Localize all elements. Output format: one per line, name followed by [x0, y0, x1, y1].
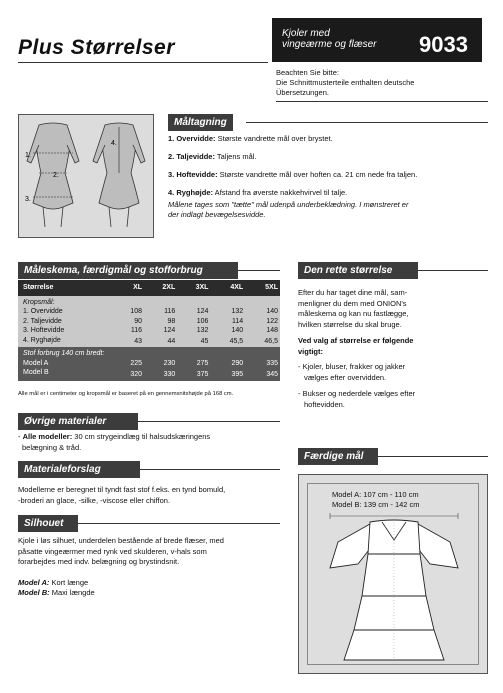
table-row — [18, 326, 280, 336]
silhouet-line2: påsatte vingeærmer med rynk ved skulderen, v-hals som — [18, 546, 207, 556]
table-cell: 1. Overvidde — [18, 307, 113, 317]
kropsmaal-label: Kropsmål: — [18, 296, 280, 308]
measurement-table-wrap — [18, 280, 280, 381]
rette-rule — [418, 270, 488, 271]
silhouet-rule — [78, 523, 280, 524]
model-a-label: Model A: — [18, 577, 50, 587]
table-cell: 4. Ryghøjde — [18, 336, 113, 348]
table-cell: 98 — [144, 317, 177, 327]
silhouet-line3: forarbejdes med indv. belægning og brystindsnit. — [18, 557, 180, 566]
maaltagning-item — [168, 188, 488, 198]
maaltagning-heading-wrap — [168, 114, 233, 131]
header-cell: 4XL — [210, 280, 245, 296]
forbrug-label-row — [18, 347, 280, 359]
item-text: Taljens mål. — [214, 152, 257, 161]
materialeforslag-rule — [140, 469, 280, 470]
note-line1: Målene tages som "tætte" mål udenpå underbeklædning. I mønstreret er — [168, 200, 409, 209]
forbrug-label: Stof forbrug 140 cm bredt: — [18, 347, 280, 359]
rette-text — [298, 288, 488, 410]
figure-label-3: 3. — [25, 196, 31, 203]
table-cell: 140 — [210, 326, 245, 336]
header-cell: Størrelse — [18, 280, 113, 296]
pattern-box — [272, 18, 482, 62]
measurement-figure — [18, 114, 154, 238]
oevrige-text — [18, 432, 288, 453]
finished-model-a: Model A: 107 cm - 110 cm — [332, 490, 419, 499]
table-cell: 330 — [144, 368, 177, 381]
notice-line3: Übersetzungen. — [276, 88, 329, 97]
rette-line: måleskema og kan nu fastlægge, — [298, 309, 409, 318]
table-cell: 90 — [113, 317, 144, 327]
header-cell: XL — [113, 280, 144, 296]
materialeforslag-line2: -broderi an glace, -silke, -viscose eller chiffon. — [18, 495, 171, 505]
brand-title: Plus Størrelser — [18, 36, 175, 59]
materialeforslag-heading: Materialeforslag — [18, 461, 140, 478]
table-cell: 225 — [113, 359, 144, 369]
table-cell: 45 — [177, 336, 210, 348]
table-cell: 45,5 — [210, 336, 245, 348]
notice-line2: Die Schnittmusterteile enthalten deutsche — [276, 78, 415, 87]
table-cell: Model A — [18, 359, 113, 369]
item-label: 4. Ryghøjde: — [168, 188, 214, 197]
pattern-name-line2: vingeærme og flæser — [282, 39, 377, 50]
materialeforslag-heading-wrap — [18, 461, 140, 478]
table-cell: 335 — [245, 359, 280, 369]
table-cell: 122 — [245, 317, 280, 327]
materialeforslag-line1: Modellerne er beregnet til tyndt fast stof f.eks. en tynd bomuld, — [18, 485, 226, 494]
maaleskema-heading: Måleskema, færdigmål og stofforbrug — [18, 262, 238, 279]
maaltagning-list — [168, 134, 488, 220]
faerdige-rule — [378, 456, 488, 457]
rette-heading-wrap — [298, 262, 418, 279]
measurement-table — [18, 280, 280, 381]
maaltagning-item — [168, 134, 488, 144]
silhouet-line1: Kjole i løs silhuet, underdelen bestående af brede flæser, med — [18, 536, 224, 545]
rette-line-bold: vigtigt: — [298, 346, 323, 356]
silhouet-heading-wrap — [18, 515, 78, 532]
item-label: 3. Hoftevidde: — [168, 170, 218, 179]
faerdige-heading: Færdige mål — [298, 448, 378, 465]
table-row — [18, 368, 280, 381]
maaltagning-rule — [246, 122, 488, 123]
table-cell: 395 — [210, 368, 245, 381]
oevrige-line2: belægning & tråd. — [22, 442, 82, 452]
table-row — [18, 336, 280, 348]
oevrige-heading-wrap — [18, 413, 138, 430]
table-cell: 116 — [144, 307, 177, 317]
pattern-name — [282, 28, 376, 50]
table-cell: 275 — [177, 359, 210, 369]
rette-line: Efter du har taget dine mål, sam- — [298, 288, 408, 297]
figure-label-2: 2. — [53, 172, 59, 179]
header-cell: 2XL — [144, 280, 177, 296]
table-cell: 375 — [177, 368, 210, 381]
maaleskema-rule — [238, 270, 280, 271]
rette-bullet: - Kjoler, bluser, frakker og jakker — [298, 362, 406, 371]
header-rule — [18, 62, 268, 63]
faerdige-heading-wrap — [298, 448, 378, 465]
oevrige-rule — [138, 421, 280, 422]
maaltagning-heading: Måltagning — [168, 114, 233, 131]
table-cell: 230 — [144, 359, 177, 369]
oevrige-line1: - Alle modeller: 30 cm strygeindlæg til halsudskæringens — [18, 432, 211, 441]
table-cell: 108 — [113, 307, 144, 317]
table-header-row — [18, 280, 280, 296]
table-footnote: Alle mål er i centimeter og kropsmål er baseret på en gennemsnitshøjde på 168 cm. — [18, 391, 234, 397]
figure-label-4: 4. — [111, 140, 117, 147]
oevrige-heading: Øvrige materialer — [18, 413, 138, 430]
table-cell: 124 — [177, 307, 210, 317]
maaleskema-heading-wrap — [18, 262, 238, 279]
table-cell: 114 — [210, 317, 245, 327]
item-text: Største vandrette mål over hoften ca. 21 cm nede fra taljen. — [217, 170, 418, 179]
rette-bullet-cont: vælges efter overvidden. — [304, 372, 387, 382]
maaltagning-note — [168, 200, 488, 220]
figure-label-1: 1. — [25, 152, 31, 159]
dress-illustration — [308, 484, 480, 666]
table-cell: 345 — [245, 368, 280, 381]
model-a-line — [18, 578, 293, 589]
maaltagning-item — [168, 152, 488, 162]
rette-bullet: - Bukser og nederdele vælges efter — [298, 389, 416, 398]
model-a-text: Kort længe — [49, 577, 89, 587]
model-b-line — [18, 588, 293, 599]
rette-bullet-cont: hoftevidden. — [304, 399, 345, 409]
finished-garment-inner — [307, 483, 479, 665]
note-line2: der indlagt bevægelsesvidde. — [168, 210, 266, 219]
notice-line1: Beachten Sie bitte: — [276, 68, 339, 77]
pattern-number: 9033 — [419, 32, 468, 57]
model-b-label: Model B: — [18, 588, 50, 597]
table-cell: 2. Taljevidde — [18, 317, 113, 327]
rette-heading: Den rette størrelse — [298, 262, 418, 279]
table-cell: 132 — [210, 307, 245, 317]
silhouet-heading: Silhouet — [18, 515, 78, 532]
finished-garment-frame — [298, 474, 488, 674]
table-cell: 148 — [245, 326, 280, 336]
finished-model-b: Model B: 139 cm - 142 cm — [332, 500, 420, 509]
rette-line-bold: Ved valg af størrelse er følgende — [298, 336, 414, 345]
item-text: Største vandrette mål over brystet. — [215, 134, 333, 143]
maaltagning-item — [168, 170, 488, 180]
table-row — [18, 317, 280, 327]
table-cell: 3. Hoftevidde — [18, 326, 113, 336]
table-cell: 290 — [210, 359, 245, 369]
table-row — [18, 359, 280, 369]
body-figure-illustration — [19, 115, 153, 237]
table-cell: 132 — [177, 326, 210, 336]
table-cell: 124 — [144, 326, 177, 336]
rette-line: hvilken størrelse du skal bruge. — [298, 319, 402, 329]
oevrige-bold: Alle modeller: — [22, 432, 73, 441]
table-cell: 320 — [113, 368, 144, 381]
rette-line: menligner du dem med ONION's — [298, 298, 407, 308]
table-cell: 140 — [245, 307, 280, 317]
notice-rule — [276, 101, 488, 102]
pattern-name-line1: Kjoler med — [282, 28, 330, 39]
table-cell: 43 — [113, 336, 144, 348]
table-cell: 46,5 — [245, 336, 280, 348]
silhouet-text — [18, 536, 293, 599]
item-text: Afstand fra øverste nakkehvirvel til talje. — [213, 188, 348, 197]
header-cell: 3XL — [177, 280, 210, 296]
oevrige-line1-text: 30 cm strygeindlæg til halsudskæringens — [72, 432, 211, 441]
item-label: 2. Taljevidde: — [168, 152, 215, 161]
materialeforslag-text — [18, 485, 293, 506]
notice — [276, 68, 486, 98]
model-b-text: Maxi længde — [49, 588, 95, 597]
table-cell: Model B — [18, 368, 113, 381]
kropsmaal-label-row — [18, 296, 280, 308]
item-label: 1. Overvidde: — [168, 134, 216, 143]
table-cell: 116 — [113, 326, 144, 336]
table-cell: 106 — [177, 317, 210, 327]
table-cell: 44 — [144, 336, 177, 348]
table-row — [18, 307, 280, 317]
header-cell: 5XL — [245, 280, 280, 296]
